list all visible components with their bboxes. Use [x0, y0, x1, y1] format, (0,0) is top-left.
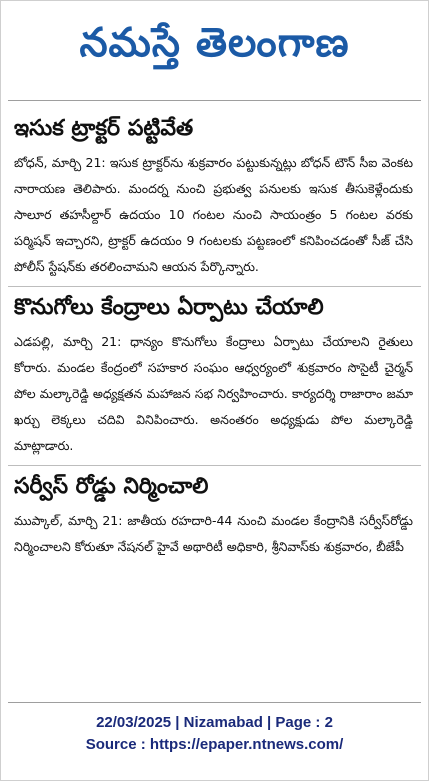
edition-info: 22/03/2025 | Nizamabad | Page : 2: [96, 714, 333, 731]
article-3: [8, 472, 421, 560]
article-headline: ఇసుక ట్రాక్టర్ పట్టివేత: [14, 116, 194, 141]
article-headline: కొనుగోలు కేంద్రాలు ఏర్పాటు చేయాలి: [14, 295, 324, 320]
source-footer: [0, 712, 429, 756]
masthead: [0, 0, 429, 96]
article-headline: సర్వీస్ రోడ్డు నిర్మించాలి: [14, 474, 209, 499]
article-divider: [8, 465, 421, 466]
footer-divider: [8, 702, 421, 703]
article-body: ముప్కాల్, మార్చి 21: జాతీయ రహదారి-44 నుంచి మండల కేంద్రానికి సర్వీస్‌రోడ్డు నిర్మించాలని కోరుతూ నేషనల్ హైవే అథారిటీ అధికారి, శ్రీనివాస్‌కు శుక్రవారం, బీజేపీ: [14, 513, 413, 554]
article-2: [8, 293, 421, 459]
article-divider: [8, 286, 421, 287]
newspaper-logo: నమస్తే తెలంగాణ: [79, 20, 350, 66]
source-url[interactable]: Source : https://epaper.ntnews.com/: [85, 736, 344, 753]
masthead-divider: [8, 100, 421, 101]
news-clipping: [8, 108, 421, 700]
article-1: [8, 114, 421, 280]
article-body: బోధన్, మార్చి 21: ఇసుక ట్రాక్టర్‌ను శుక్రవారం పట్టుకున్నట్లు బోధన్ టౌన్ సీఐ వెంకట నారాయణ తెలిపారు. మందర్న నుంచి ప్రభుత్వ పనులకు ఇసుక తీసుకెళ్లేందుకు సాలూర తహసీల్దార్ ఉదయం 10 గంటల నుంచి సాయంత్రం 5 గంటల వరకు పర్మిషన్ ఇచ్చారని, ట్రాక్టర్ ఉదయం 9 గంటలకు పట్టణంలో కనిపించడంతో సీజ్ చేసి పోలీస్ స్టేషన్‌కు తరలించామని ఆయన పేర్కొన్నారు.: [14, 155, 413, 274]
article-body: ఎడపల్లి, మార్చి 21: ధాన్యం కొనుగోలు కేంద్రాలు ఏర్పాటు చేయాలని రైతులు కోరారు. మండల కేంద్రంలో సహకార సంఘం ఆధ్వర్యంలో శుక్రవారం సొసైటీ చైర్మన్ పోల మల్కారెడ్డి అధ్యక్షతన మహాజన సభ నిర్వహించారు. కార్యదర్శి రాజారాం జమా ఖర్చు లెక్కలు చదివి వినిపించారు. అనంతరం అధ్యక్షుడు పోల మల్కారెడ్డి మాట్లాడారు.: [14, 334, 413, 453]
